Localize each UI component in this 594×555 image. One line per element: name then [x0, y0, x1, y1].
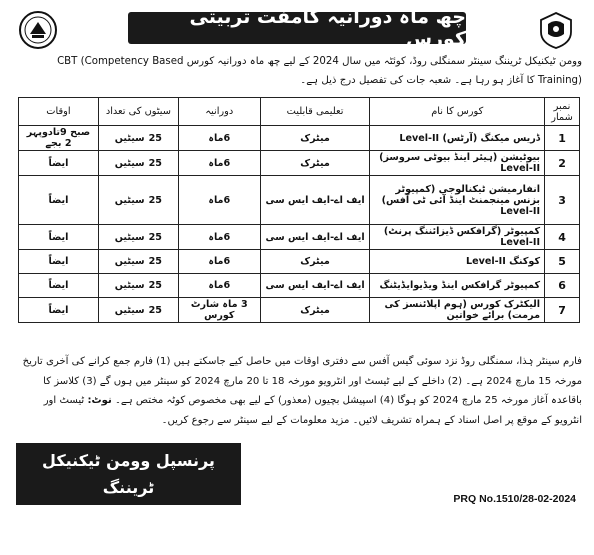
- row-duration: 3 ماہ شارٹ کورس: [178, 298, 260, 323]
- row-seats: [98, 176, 178, 225]
- seat-count: 25: [148, 256, 162, 267]
- row-course-name: انفارمیشن ٹیکنالوجی (کمپیوٹر بزنس مینجمنٹ اینڈ آئی ٹی آفس) Level-II: [370, 176, 545, 225]
- row-timing: ایضاً: [19, 274, 99, 298]
- row-qualification: میٹرک: [260, 250, 370, 274]
- row-duration: 6ماہ: [178, 176, 260, 225]
- row-seats: [98, 250, 178, 274]
- row-seats: [98, 274, 178, 298]
- row-qualification: ایف اے-ایف ایس سی: [260, 225, 370, 250]
- issuer-signature-block: [16, 443, 241, 551]
- header-timing: اوقات: [19, 98, 99, 126]
- row-timing: ایضاً: [19, 250, 99, 274]
- seat-count: 25: [148, 194, 162, 206]
- seat-word: سیٹیں: [114, 132, 145, 144]
- instructions-paragraph: [14, 352, 582, 430]
- row-course-name: کمپیوٹر (گرافکس ڈیزائننگ پرنٹ) Level-II: [370, 225, 545, 250]
- header-duration: دورانیہ: [178, 98, 260, 126]
- row-qualification: میٹرک: [260, 126, 370, 151]
- seat-word: سیٹیں: [114, 194, 145, 206]
- seat-count: 25: [148, 231, 162, 243]
- institution-emblem-icon: [18, 10, 58, 50]
- table-row: [19, 225, 580, 250]
- courses-table: [18, 97, 580, 323]
- prq-reference: PRQ No.1510/28-02-2024: [453, 493, 576, 505]
- row-timing: ایضاً: [19, 298, 99, 323]
- row-qualification: ایف اے-ایف ایس سی: [260, 274, 370, 298]
- seat-word: سیٹیں: [114, 304, 145, 316]
- row-num: 3: [545, 176, 580, 225]
- table-header-row: [19, 98, 580, 126]
- seat-word: سیٹیں: [114, 231, 145, 243]
- header-qualification: تعلیمی قابلیت: [260, 98, 370, 126]
- seat-word: سیٹیں: [114, 280, 145, 291]
- row-duration: 6ماہ: [178, 151, 260, 176]
- instructions-text: فارم سینٹر ہٰذا، سمنگلی روڈ نزد سوئی گیس آفس سے دفتری اوقات میں حاصل کیے جاسکتے ہیں (1) فارم جمع کرانے کی آخری تاریخ مورخہ 15 مارچ 2024 ہے۔ (2) داخلے کے لیے ٹیسٹ اور انٹرویو مورخہ 18 تا 20 مارچ 2024 کو سینٹر میں ہوں گے (3) کلاسز کا باقاعدہ آغاز مورخہ 25 مارچ 2024 کو ہوگا (4) اسپیشل بچیوں (معذور) کے لیے بھی مخصوص کوٹہ مختص ہے۔: [22, 356, 582, 406]
- seat-count: 25: [148, 280, 162, 291]
- row-duration: 6ماہ: [178, 274, 260, 298]
- issuer-line-2: سینٹر، کوئٹہ فون نمبر 9201112: [40, 505, 217, 551]
- row-qualification: میٹرک: [260, 151, 370, 176]
- row-course-name: ڈریس میکنگ (آرٹس) Level-II: [370, 126, 545, 151]
- row-num: 1: [545, 126, 580, 151]
- row-seats: [98, 225, 178, 250]
- government-emblem-icon: [536, 10, 576, 50]
- seat-count: 25: [148, 304, 162, 316]
- row-qualification: ایف اے-ایف ایس سی: [260, 176, 370, 225]
- table-row: [19, 274, 580, 298]
- row-timing: صبح 9تادوپہر 2 بجے: [19, 126, 99, 151]
- row-seats: [98, 151, 178, 176]
- intro-paragraph: وومن ٹیکنیکل ٹریننگ سینٹر سمنگلی روڈ، کوئٹہ میں سال 2024 کے لیے چھ ماہ دورانیہ کورس CBT (Competency Based Training) کا آغاز ہو رہا ہے۔ شعبہ جات کی تفصیل درج ذیل ہے۔: [57, 56, 582, 86]
- page-title: چھ ماہ دورانیہ کامفت تربیتی کورس: [128, 12, 466, 44]
- row-timing: ایضاً: [19, 225, 99, 250]
- issuer-line-1: پرنسپل وومن ٹیکنیکل ٹریننگ: [42, 451, 215, 497]
- seat-word: سیٹیں: [114, 256, 145, 267]
- row-duration: 6ماہ: [178, 250, 260, 274]
- row-seats: [98, 298, 178, 323]
- row-num: 2: [545, 151, 580, 176]
- row-course-name: کوکنگ Level-II: [370, 250, 545, 274]
- table-row: [19, 176, 580, 225]
- row-duration: 6ماہ: [178, 126, 260, 151]
- row-num: 5: [545, 250, 580, 274]
- row-num: 4: [545, 225, 580, 250]
- header-course-name: کورس کا نام: [370, 98, 545, 126]
- row-course-name: کمپیوٹر گرافکس اینڈ ویڈیوایڈیٹنگ: [370, 274, 545, 298]
- seat-count: 25: [148, 132, 162, 144]
- header-num: نمبر شمار: [545, 98, 580, 126]
- row-duration: 6ماہ: [178, 225, 260, 250]
- table-row: [19, 298, 580, 323]
- row-seats: [98, 126, 178, 151]
- row-timing: ایضاً: [19, 176, 99, 225]
- table-row: [19, 126, 580, 151]
- seat-count: 25: [148, 157, 162, 169]
- note-text: ٹیسٹ اور انٹرویو کے موقع پر اصل اسناد کے ہمراہ تشریف لائیں۔ مزید معلومات کے لیے سینٹر سے رجوع کریں۔: [43, 395, 582, 426]
- seat-word: سیٹیں: [114, 157, 145, 169]
- row-num: 6: [545, 274, 580, 298]
- header-seats: سیٹوں کی تعداد: [98, 98, 178, 126]
- row-num: 7: [545, 298, 580, 323]
- table-row: [19, 151, 580, 176]
- note-label: نوٹ:: [87, 395, 112, 406]
- row-qualification: میٹرک: [260, 298, 370, 323]
- row-course-name: بیوٹیشن (ہیئر اینڈ بیوٹی سروسز) Level-II: [370, 151, 545, 176]
- row-timing: ایضاً: [19, 151, 99, 176]
- row-course-name: الیکٹرک کورس (ہوم اپلائنسز کی مرمت) برائے خواتین: [370, 298, 545, 323]
- table-row: [19, 250, 580, 274]
